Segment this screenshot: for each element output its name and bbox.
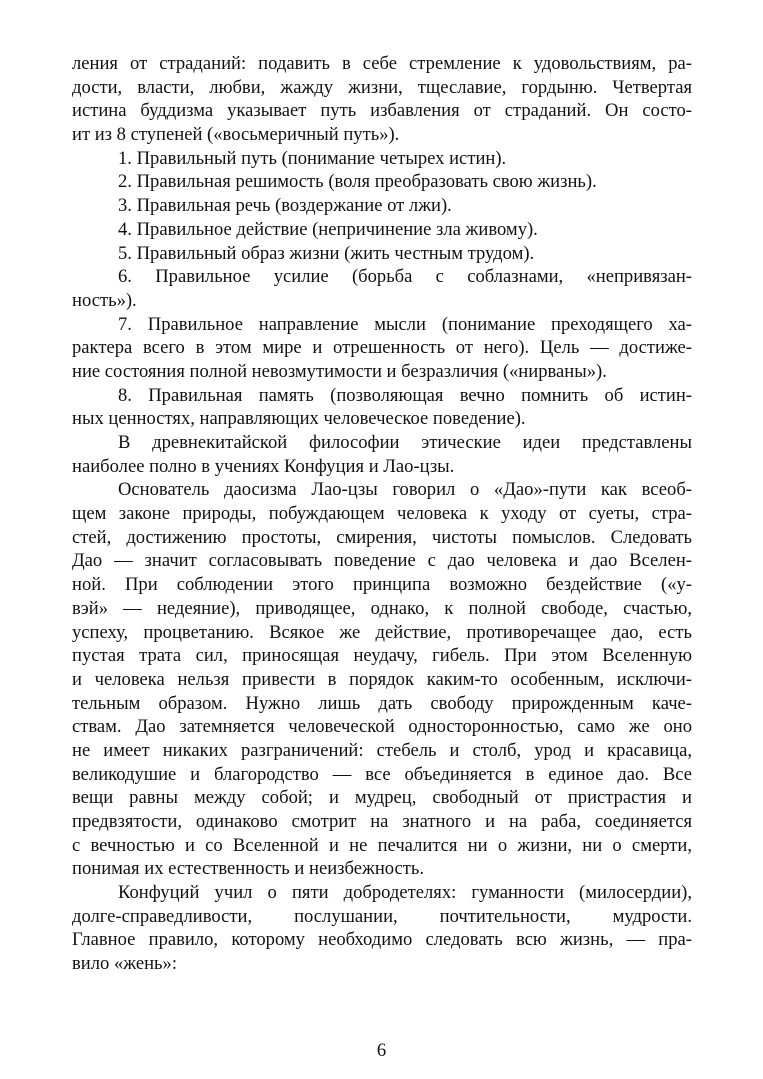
text-line: не имеет никаких разграничений: стебель и столб, урод и красавица, <box>72 739 692 761</box>
text-line: 5. Правильный образ жизни (жить честным трудом). <box>118 242 535 264</box>
text-line: Главное правило, которому необходимо следовать всю жизнь, — пра- <box>72 929 692 951</box>
text-line: 2. Правильная решимость (воля преобразовать свою жизнь). <box>118 171 597 193</box>
text-line: с вечностью и со Вселенной и не печалится ни о жизни, ни о смерти, <box>72 834 692 856</box>
text-line: дости, власти, любви, жажду жизни, тщеславие, гордыню. Четвертая <box>72 76 692 98</box>
text-line: вило «жень»: <box>72 953 177 975</box>
text-line: Конфуций учил о пяти добродетелях: гуманности (милосердии), <box>118 882 692 904</box>
text-line: истина буддизма указывает путь избавления от страданий. Он состо- <box>72 100 692 122</box>
text-line: великодушие и благородство — все объединяется в единое дао. Все <box>72 763 692 785</box>
text-line: предвзятости, одинаково смотрит на знатного и на раба, соединяется <box>72 811 692 832</box>
text-line: наиболее полно в учениях Конфуция и Лао-цзы. <box>72 455 455 477</box>
page-number: 6 <box>376 1040 387 1061</box>
text-line: долге-справедливости, послушании, почтительности, мудрости. <box>72 905 692 927</box>
text-line: понимая их естественность и неизбежность. <box>72 858 425 880</box>
text-line: тельным образом. Нужно лишь дать свободу прирожденным каче- <box>72 692 692 714</box>
text-line: стей, достижению простоты, смирения, чистоты помыслов. Следовать <box>72 526 692 548</box>
text-line: и человека нельзя привести в порядок каким-то особенным, исключи- <box>72 668 692 690</box>
text-line: вещи равны между собой; и мудрец, свободный от пристрастия и <box>72 787 692 809</box>
text-line: ит из 8 ступеней («восьмеричный путь»). <box>72 124 400 146</box>
text-line: щем законе природы, побуждающем человека к уходу от суеты, стра- <box>72 503 692 525</box>
text-line: рактера всего в этом мире и отрешенность от него). Цель — достиже- <box>72 337 692 359</box>
text-line: ствам. Дао затемняется человеческой односторонностью, само же оно <box>72 716 692 738</box>
text-line: 1. Правильный путь (понимание четырех истин). <box>118 147 507 169</box>
text-line: 4. Правильное действие (непричинение зла живому). <box>118 218 538 240</box>
text-line: Дао — значит согласовывать поведение с дао человека и дао Вселен- <box>72 550 692 572</box>
text-line: ние состояния полной невозмутимости и безразличия («нирваны»). <box>72 360 607 382</box>
text-line: 7. Правильное направление мысли (понимание преходящего ха- <box>118 313 692 335</box>
text-line: 8. Правильная память (позволяющая вечно помнить об истин- <box>118 384 692 406</box>
text-line: ной. При соблюдении этого принципа возможно бездействие («у- <box>72 574 692 596</box>
text-line: успеху, процветанию. Всякое же действие, противоречащее дао, есть <box>72 621 692 643</box>
document-page <box>72 52 692 976</box>
text-line: В древнекитайской философии этические идеи представлены <box>118 432 692 453</box>
text-line: ность»). <box>72 289 137 311</box>
text-line: ления от страданий: подавить в себе стремление к удовольствиям, ра- <box>72 53 692 74</box>
text-line: 3. Правильная речь (воздержание от лжи). <box>118 195 452 217</box>
text-line: ных ценностях, направляющих человеческое поведение). <box>72 408 526 430</box>
text-line: 6. Правильное усилие (борьба с соблазнами, «непривязан- <box>118 266 692 288</box>
text-line: Основатель даосизма Лао-цзы говорил о «Дао»-пути как всеоб- <box>118 479 692 501</box>
text-line: вэй» — недеяние), приводящее, однако, к полной свободе, счастью, <box>72 597 692 619</box>
text-line: пустая трата сил, приносящая неудачу, гибель. При этом Вселенную <box>72 645 692 667</box>
